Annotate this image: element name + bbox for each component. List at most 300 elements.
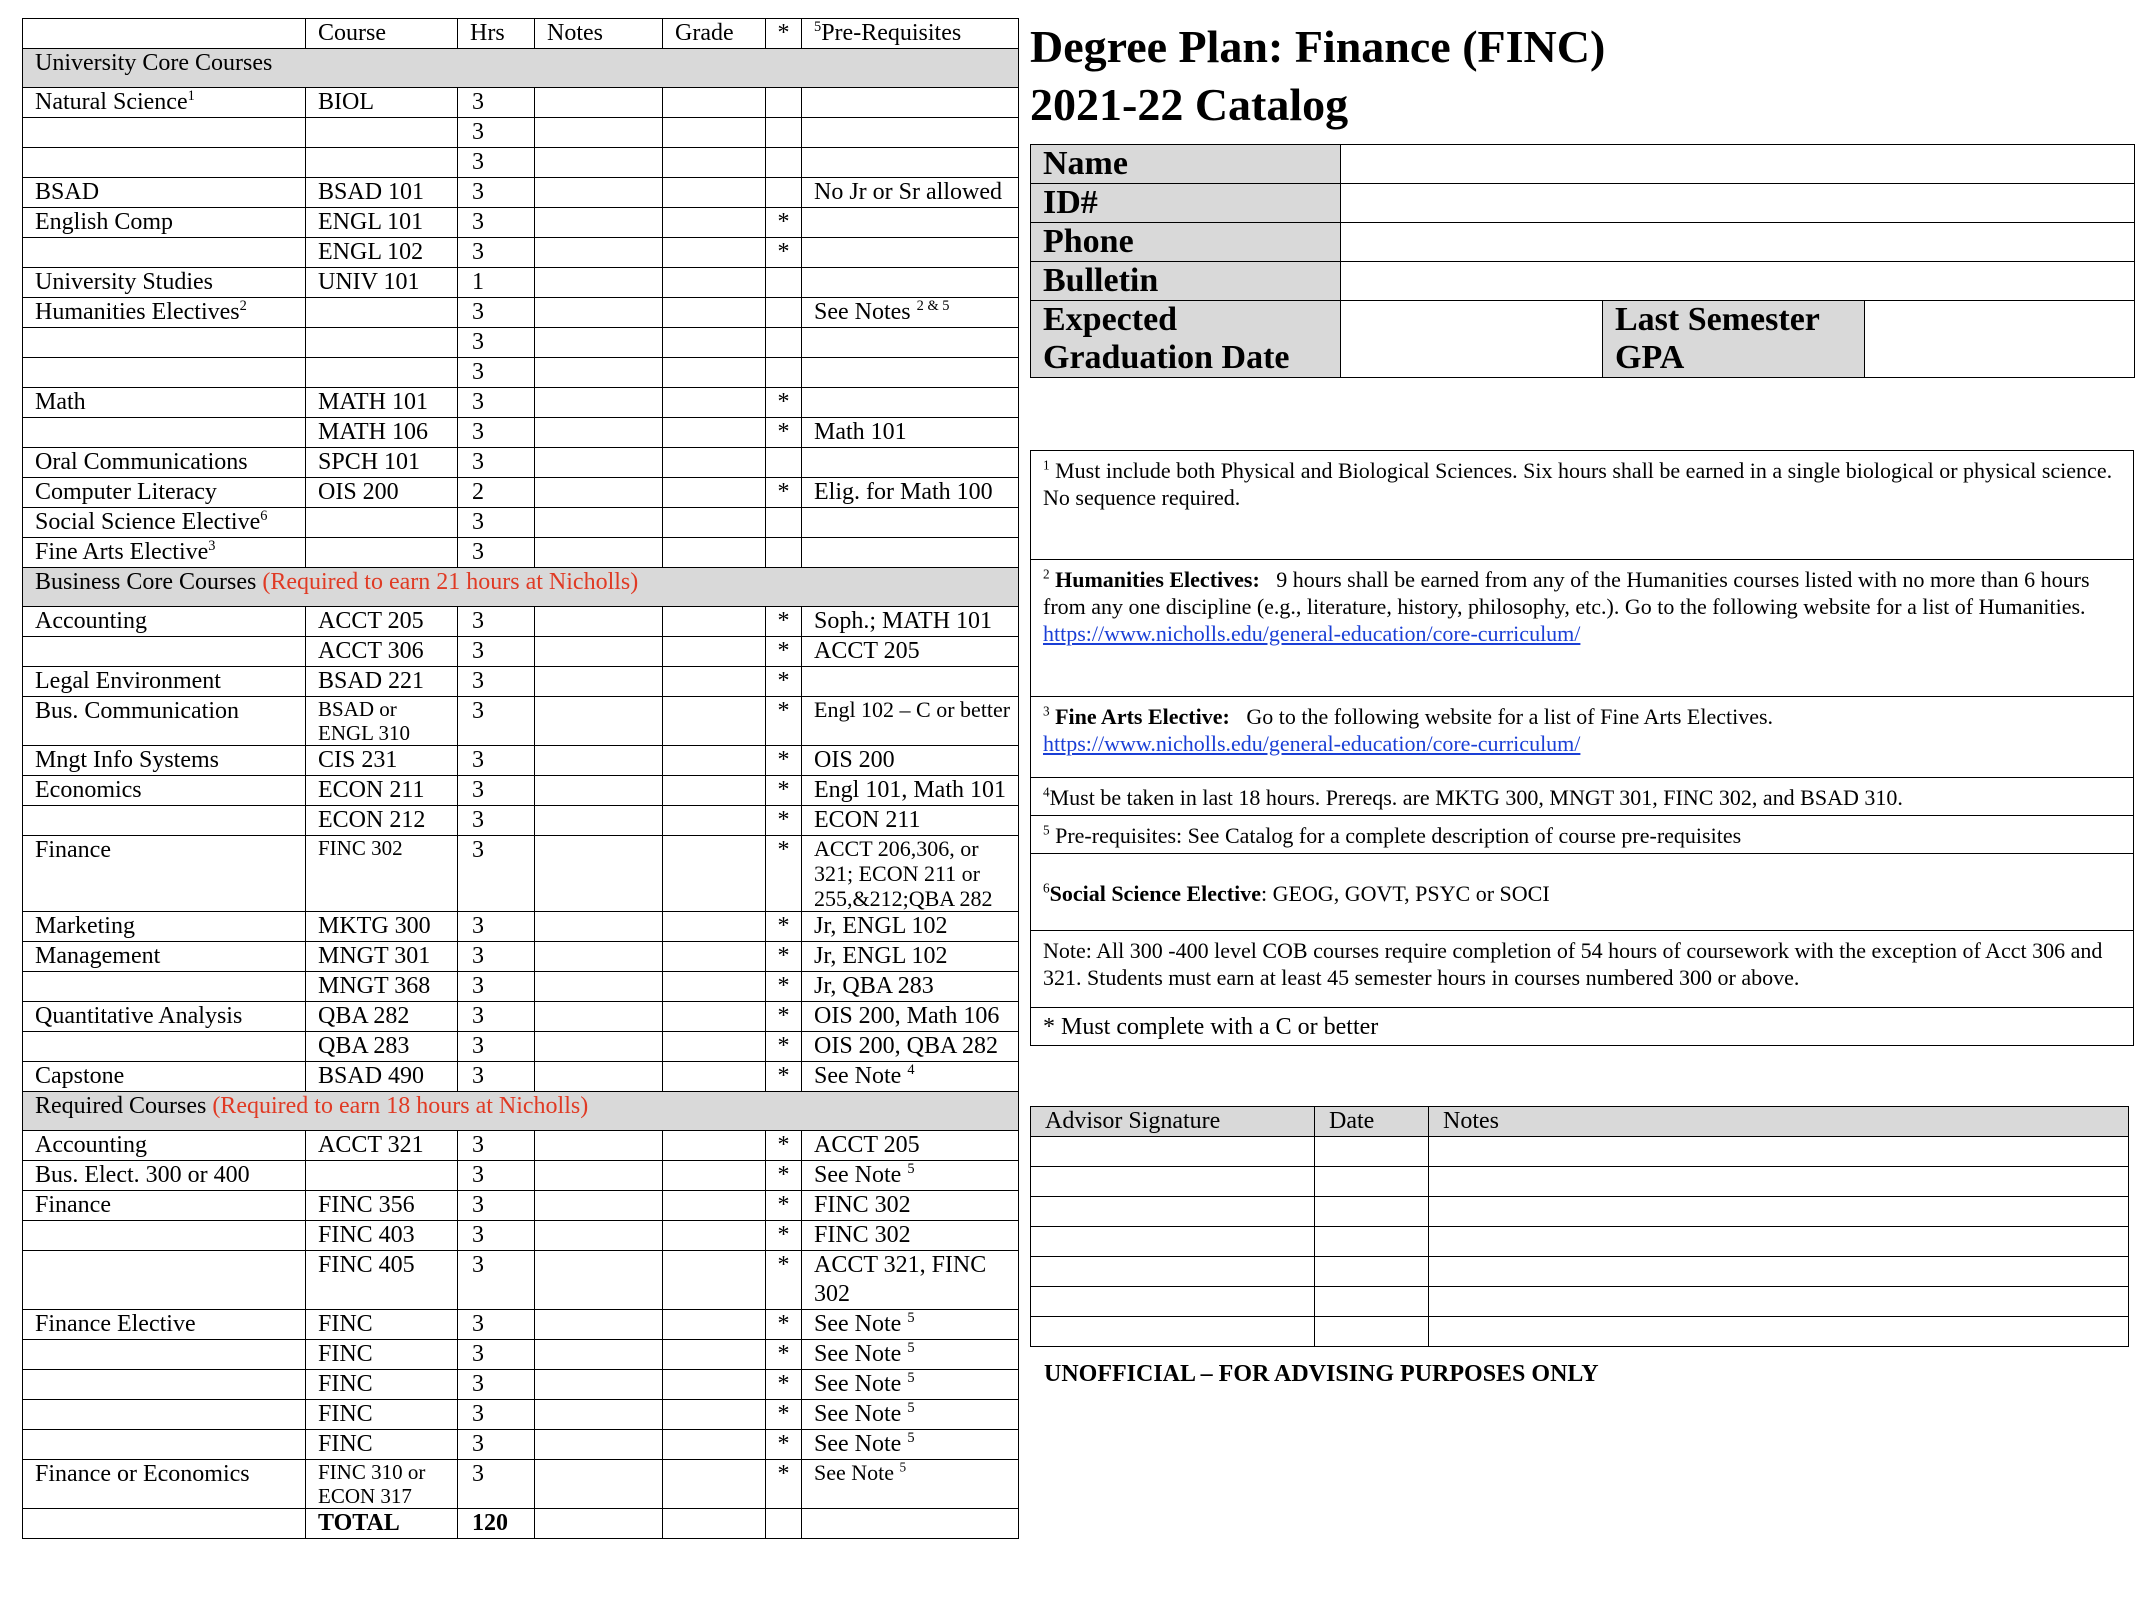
- course-grade-cell[interactable]: [663, 238, 766, 268]
- course-category: [23, 1370, 306, 1400]
- course-notes-cell[interactable]: [535, 776, 663, 806]
- course-grade-cell[interactable]: [663, 1191, 766, 1221]
- table-row: [23, 1340, 1019, 1370]
- table-row: [23, 1221, 1019, 1251]
- course-code: FINC: [306, 1370, 458, 1400]
- course-hours: 3: [458, 806, 535, 836]
- info-row-name: [1031, 145, 2135, 184]
- c-or-better-mark: *: [766, 1221, 802, 1251]
- advisor-row[interactable]: [1031, 1257, 2129, 1287]
- header-category: [23, 19, 306, 49]
- table-row: [23, 1310, 1019, 1340]
- course-category: [23, 238, 306, 268]
- bulletin-label: Bulletin: [1031, 262, 1341, 301]
- course-prereq: Jr, QBA 283: [802, 972, 1019, 1002]
- course-notes-cell[interactable]: [535, 1370, 663, 1400]
- course-category: Bus. Elect. 300 or 400: [23, 1161, 306, 1191]
- phone-label: Phone: [1031, 223, 1341, 262]
- course-hours: 3: [458, 667, 535, 697]
- table-row: [23, 836, 1019, 912]
- course-plan-panel: [22, 18, 1020, 1539]
- course-code: ECON 211: [306, 776, 458, 806]
- course-grade-cell[interactable]: [663, 1340, 766, 1370]
- course-code: QBA 282: [306, 1002, 458, 1032]
- course-hours: 3: [458, 388, 535, 418]
- course-grade-cell[interactable]: [663, 912, 766, 942]
- course-notes-cell[interactable]: [535, 88, 663, 118]
- table-row: [23, 328, 1019, 358]
- total-grade: [663, 1509, 766, 1539]
- course-hours: 3: [458, 238, 535, 268]
- info-row-id: [1031, 184, 2135, 223]
- unofficial-disclaimer: UNOFFICIAL – FOR ADVISING PURPOSES ONLY: [1044, 1361, 1599, 1387]
- course-prereq: Elig. for Math 100: [802, 478, 1019, 508]
- course-category: Accounting: [23, 607, 306, 637]
- course-grade-cell[interactable]: [663, 1430, 766, 1460]
- course-notes-cell[interactable]: [535, 298, 663, 328]
- course-prereq: Jr, ENGL 102: [802, 912, 1019, 942]
- course-prereq: [802, 388, 1019, 418]
- course-category: [23, 1251, 306, 1310]
- course-hours: 3: [458, 1191, 535, 1221]
- course-notes-cell[interactable]: [535, 1430, 663, 1460]
- c-or-better-mark: *: [766, 667, 802, 697]
- course-hours: 3: [458, 88, 535, 118]
- course-code: CIS 231: [306, 746, 458, 776]
- graduation-field[interactable]: [1341, 301, 1603, 378]
- course-grade-cell[interactable]: [663, 746, 766, 776]
- course-prereq: [802, 268, 1019, 298]
- course-prereq: See Note $^5$: [802, 1400, 1019, 1430]
- c-or-better-mark: *: [766, 1062, 802, 1092]
- course-notes-cell[interactable]: [535, 418, 663, 448]
- course-hours: 2: [458, 478, 535, 508]
- course-prereq: [802, 358, 1019, 388]
- course-grade-cell[interactable]: [663, 208, 766, 238]
- table-row: [23, 1062, 1019, 1092]
- course-grade-cell[interactable]: [663, 268, 766, 298]
- footnotes-table: [1030, 450, 2134, 1046]
- course-category: [23, 637, 306, 667]
- advisor-notes-header: Notes: [1429, 1107, 2129, 1137]
- course-code: MATH 101: [306, 388, 458, 418]
- course-hours: 3: [458, 776, 535, 806]
- course-grade-cell[interactable]: [663, 88, 766, 118]
- course-category: Social Science Elective$^6$: [23, 508, 306, 538]
- table-row: [23, 1460, 1019, 1509]
- course-code: OIS 200: [306, 478, 458, 508]
- table-row: [23, 607, 1019, 637]
- bulletin-field[interactable]: [1341, 262, 2135, 301]
- course-grade-cell[interactable]: [663, 478, 766, 508]
- course-grade-cell[interactable]: [663, 942, 766, 972]
- course-notes-cell[interactable]: [535, 178, 663, 208]
- course-grade-cell[interactable]: [663, 298, 766, 328]
- course-category: Quantitative Analysis: [23, 1002, 306, 1032]
- course-prereq: No Jr or Sr allowed: [802, 178, 1019, 208]
- course-notes-cell[interactable]: [535, 1340, 663, 1370]
- course-notes-cell[interactable]: [535, 1062, 663, 1092]
- c-or-better-mark: *: [766, 776, 802, 806]
- course-grade-cell[interactable]: [663, 607, 766, 637]
- course-category: Oral Communications: [23, 448, 306, 478]
- course-grade-cell[interactable]: [663, 1460, 766, 1509]
- humanities-link[interactable]: https://www.nicholls.edu/general-education/core-curriculum/: [1043, 621, 1581, 646]
- course-notes-cell[interactable]: [535, 328, 663, 358]
- c-or-better-mark: [766, 508, 802, 538]
- c-or-better-mark: [766, 88, 802, 118]
- course-notes-cell[interactable]: [535, 1251, 663, 1310]
- note-star: * Must complete with a C or better: [1031, 1008, 2134, 1046]
- advisor-row[interactable]: [1031, 1287, 2129, 1317]
- course-prereq: ACCT 205: [802, 637, 1019, 667]
- course-notes-cell[interactable]: [535, 1032, 663, 1062]
- course-hours: 3: [458, 1221, 535, 1251]
- course-code: [306, 1161, 458, 1191]
- course-notes-cell[interactable]: [535, 448, 663, 478]
- gpa-field[interactable]: [1865, 301, 2135, 378]
- course-notes-cell[interactable]: [535, 836, 663, 912]
- course-category: [23, 328, 306, 358]
- c-or-better-mark: *: [766, 238, 802, 268]
- course-grade-cell[interactable]: [663, 1400, 766, 1430]
- name-label: Name: [1031, 145, 1341, 184]
- course-prereq: [802, 238, 1019, 268]
- course-prereq: FINC 302: [802, 1191, 1019, 1221]
- course-hours: 3: [458, 1251, 535, 1310]
- course-notes-cell[interactable]: [535, 972, 663, 1002]
- course-code: UNIV 101: [306, 268, 458, 298]
- course-notes-cell[interactable]: [535, 508, 663, 538]
- course-category: Finance or Economics: [23, 1460, 306, 1509]
- c-or-better-mark: *: [766, 806, 802, 836]
- course-hours: 3: [458, 418, 535, 448]
- course-prereq: See Note $^5$: [802, 1161, 1019, 1191]
- course-hours: 3: [458, 208, 535, 238]
- course-prereq: See Note $^5$: [802, 1430, 1019, 1460]
- table-row: [23, 538, 1019, 568]
- table-row: [23, 806, 1019, 836]
- table-header-row: [23, 19, 1019, 49]
- course-grade-cell[interactable]: [663, 328, 766, 358]
- course-hours: 3: [458, 912, 535, 942]
- note-1: $^1$ Must include both Physical and Biological Sciences. Six hours shall be earned in a single biological or physical science. No sequence required.: [1031, 451, 2134, 560]
- course-code: BSAD 490: [306, 1062, 458, 1092]
- course-notes-cell[interactable]: [535, 1131, 663, 1161]
- course-hours: 3: [458, 836, 535, 912]
- course-prereq: [802, 667, 1019, 697]
- course-notes-cell[interactable]: [535, 697, 663, 746]
- course-notes-cell[interactable]: [535, 806, 663, 836]
- course-code: ENGL 101: [306, 208, 458, 238]
- c-or-better-mark: *: [766, 1460, 802, 1509]
- course-body: [23, 49, 1019, 1539]
- course-prereq: ACCT 206,306, or 321; ECON 211 or 255,&212;QBA 282: [802, 836, 1019, 912]
- table-row: [23, 298, 1019, 328]
- table-row: [23, 1370, 1019, 1400]
- course-prereq: Jr, ENGL 102: [802, 942, 1019, 972]
- course-category: University Studies: [23, 268, 306, 298]
- total-hours: 120: [458, 1509, 535, 1539]
- course-grade-cell[interactable]: [663, 1221, 766, 1251]
- course-notes-cell[interactable]: [535, 667, 663, 697]
- fine-arts-link[interactable]: https://www.nicholls.edu/general-education/core-curriculum/: [1043, 731, 1581, 756]
- course-notes-cell[interactable]: [535, 1221, 663, 1251]
- c-or-better-mark: [766, 358, 802, 388]
- course-notes-cell[interactable]: [535, 478, 663, 508]
- c-or-better-mark: *: [766, 1430, 802, 1460]
- c-or-better-mark: *: [766, 942, 802, 972]
- course-notes-cell[interactable]: [535, 746, 663, 776]
- course-notes-cell[interactable]: [535, 1310, 663, 1340]
- course-code: BIOL: [306, 88, 458, 118]
- table-row: [23, 1161, 1019, 1191]
- course-hours: 3: [458, 1032, 535, 1062]
- course-grade-cell[interactable]: [663, 1131, 766, 1161]
- course-prereq: [802, 118, 1019, 148]
- course-notes-cell[interactable]: [535, 1460, 663, 1509]
- c-or-better-mark: *: [766, 607, 802, 637]
- course-code: BSAD or ENGL 310: [306, 697, 458, 746]
- table-row: [23, 1400, 1019, 1430]
- course-category: [23, 1430, 306, 1460]
- course-code: [306, 118, 458, 148]
- course-notes-cell[interactable]: [535, 1191, 663, 1221]
- course-category: BSAD: [23, 178, 306, 208]
- course-code: ACCT 321: [306, 1131, 458, 1161]
- course-notes-cell[interactable]: [535, 942, 663, 972]
- page-title: Degree Plan: Finance (FINC): [1030, 21, 1606, 72]
- course-category: Management: [23, 942, 306, 972]
- course-table: [22, 18, 1019, 1539]
- course-notes-cell[interactable]: [535, 118, 663, 148]
- c-or-better-mark: [766, 298, 802, 328]
- course-notes-cell[interactable]: [535, 1002, 663, 1032]
- table-row: [23, 148, 1019, 178]
- course-grade-cell[interactable]: [663, 776, 766, 806]
- course-hours: 3: [458, 1062, 535, 1092]
- course-grade-cell[interactable]: [663, 118, 766, 148]
- course-grade-cell[interactable]: [663, 972, 766, 1002]
- course-hours: 3: [458, 1161, 535, 1191]
- course-prereq: See Notes $^{2 \& 5}$: [802, 298, 1019, 328]
- course-prereq: ACCT 205: [802, 1131, 1019, 1161]
- c-or-better-mark: *: [766, 478, 802, 508]
- course-hours: 3: [458, 1310, 535, 1340]
- name-field[interactable]: [1341, 145, 2135, 184]
- course-hours: 3: [458, 1460, 535, 1509]
- course-prereq: Soph.; MATH 101: [802, 607, 1019, 637]
- course-grade-cell[interactable]: [663, 448, 766, 478]
- course-notes-cell[interactable]: [535, 148, 663, 178]
- course-notes-cell[interactable]: [535, 388, 663, 418]
- course-category: [23, 1400, 306, 1430]
- course-hours: 3: [458, 508, 535, 538]
- table-row: [23, 746, 1019, 776]
- table-row: [23, 776, 1019, 806]
- course-category: Mngt Info Systems: [23, 746, 306, 776]
- course-notes-cell[interactable]: [535, 358, 663, 388]
- course-prereq: OIS 200, QBA 282: [802, 1032, 1019, 1062]
- advisor-row[interactable]: [1031, 1317, 2129, 1347]
- course-prereq: See Note $^5$: [802, 1460, 1019, 1509]
- course-prereq: ECON 211: [802, 806, 1019, 836]
- id-label: ID#: [1031, 184, 1341, 223]
- course-code: FINC 356: [306, 1191, 458, 1221]
- c-or-better-mark: [766, 268, 802, 298]
- table-row: [23, 667, 1019, 697]
- course-category: Computer Literacy: [23, 478, 306, 508]
- note-4: $^4$Must be taken in last 18 hours. Prereqs. are MKTG 300, MNGT 301, FINC 302, and BSAD 310.: [1031, 778, 2134, 816]
- table-row: [23, 118, 1019, 148]
- course-category: [23, 1340, 306, 1370]
- course-grade-cell[interactable]: [663, 667, 766, 697]
- course-prereq: [802, 208, 1019, 238]
- course-code: SPCH 101: [306, 448, 458, 478]
- header-notes: Notes: [535, 19, 663, 49]
- table-row: [23, 178, 1019, 208]
- section-title: Required Courses (Required to earn 18 hours at Nicholls): [23, 1092, 1019, 1131]
- c-or-better-mark: *: [766, 1370, 802, 1400]
- course-grade-cell[interactable]: [663, 1002, 766, 1032]
- course-code: ECON 212: [306, 806, 458, 836]
- advisor-row[interactable]: [1031, 1137, 2129, 1167]
- c-or-better-mark: *: [766, 1032, 802, 1062]
- header-prereq: $^5$Pre-Requisites: [802, 19, 1019, 49]
- phone-field[interactable]: [1341, 223, 2135, 262]
- catalog-year: 2021-22 Catalog: [1030, 79, 1349, 130]
- course-code: ACCT 205: [306, 607, 458, 637]
- course-code: ACCT 306: [306, 637, 458, 667]
- info-row-graduation: [1031, 301, 2135, 378]
- course-code: FINC 403: [306, 1221, 458, 1251]
- info-row-phone: [1031, 223, 2135, 262]
- table-row: [23, 478, 1019, 508]
- course-category: Finance: [23, 1191, 306, 1221]
- course-grade-cell[interactable]: [663, 418, 766, 448]
- course-hours: 1: [458, 268, 535, 298]
- c-or-better-mark: [766, 448, 802, 478]
- course-prereq: OIS 200: [802, 746, 1019, 776]
- table-row: [23, 418, 1019, 448]
- section-title: University Core Courses: [23, 49, 1019, 88]
- course-category: Economics: [23, 776, 306, 806]
- c-or-better-mark: [766, 148, 802, 178]
- course-grade-cell[interactable]: [663, 358, 766, 388]
- course-prereq: FINC 302: [802, 1221, 1019, 1251]
- course-code: [306, 298, 458, 328]
- table-row: [23, 448, 1019, 478]
- course-category: Capstone: [23, 1062, 306, 1092]
- course-prereq: [802, 148, 1019, 178]
- table-row: [23, 208, 1019, 238]
- course-notes-cell[interactable]: [535, 607, 663, 637]
- course-hours: 3: [458, 298, 535, 328]
- table-row: [23, 508, 1019, 538]
- advisor-row[interactable]: [1031, 1197, 2129, 1227]
- c-or-better-mark: *: [766, 637, 802, 667]
- c-or-better-mark: *: [766, 697, 802, 746]
- course-grade-cell[interactable]: [663, 1251, 766, 1310]
- id-field[interactable]: [1341, 184, 2135, 223]
- course-code: FINC 302: [306, 836, 458, 912]
- course-prereq: Engl 101, Math 101: [802, 776, 1019, 806]
- course-grade-cell[interactable]: [663, 178, 766, 208]
- course-grade-cell[interactable]: [663, 836, 766, 912]
- section-header: [23, 49, 1019, 88]
- course-notes-cell[interactable]: [535, 912, 663, 942]
- course-category: Finance Elective: [23, 1310, 306, 1340]
- course-notes-cell[interactable]: [535, 1400, 663, 1430]
- course-prereq: OIS 200, Math 106: [802, 1002, 1019, 1032]
- course-category: [23, 358, 306, 388]
- course-notes-cell[interactable]: [535, 538, 663, 568]
- course-hours: 3: [458, 607, 535, 637]
- c-or-better-mark: *: [766, 1002, 802, 1032]
- course-notes-cell[interactable]: [535, 208, 663, 238]
- course-grade-cell[interactable]: [663, 637, 766, 667]
- course-hours: 3: [458, 118, 535, 148]
- course-grade-cell[interactable]: [663, 697, 766, 746]
- course-prereq: [802, 508, 1019, 538]
- table-row: [23, 697, 1019, 746]
- course-notes-cell[interactable]: [535, 1161, 663, 1191]
- header-grade: Grade: [663, 19, 766, 49]
- course-grade-cell[interactable]: [663, 1161, 766, 1191]
- course-grade-cell[interactable]: [663, 1032, 766, 1062]
- table-row: [23, 388, 1019, 418]
- c-or-better-mark: *: [766, 746, 802, 776]
- course-notes-cell[interactable]: [535, 637, 663, 667]
- c-or-better-mark: *: [766, 1131, 802, 1161]
- course-code: BSAD 221: [306, 667, 458, 697]
- course-grade-cell[interactable]: [663, 388, 766, 418]
- course-hours: 3: [458, 1400, 535, 1430]
- course-grade-cell[interactable]: [663, 148, 766, 178]
- table-row: [23, 1251, 1019, 1310]
- course-notes-cell[interactable]: [535, 268, 663, 298]
- course-notes-cell[interactable]: [535, 238, 663, 268]
- course-hours: 3: [458, 178, 535, 208]
- course-code: ENGL 102: [306, 238, 458, 268]
- course-grade-cell[interactable]: [663, 538, 766, 568]
- course-code: MKTG 300: [306, 912, 458, 942]
- table-row: [23, 1002, 1019, 1032]
- advisor-row[interactable]: [1031, 1167, 2129, 1197]
- note-general: Note: All 300 -400 level COB courses require completion of 54 hours of coursework with the exception of Acct 306 and 321. Students must earn at least 45 semester hours in courses numbered 300 or above.: [1031, 931, 2134, 1008]
- course-code: BSAD 101: [306, 178, 458, 208]
- total-star: [766, 1509, 802, 1539]
- course-hours: 3: [458, 538, 535, 568]
- table-row: [23, 358, 1019, 388]
- course-prereq: See Note $^5$: [802, 1310, 1019, 1340]
- course-hours: 3: [458, 448, 535, 478]
- header-hrs: Hrs: [458, 19, 535, 49]
- course-grade-cell[interactable]: [663, 1370, 766, 1400]
- course-grade-cell[interactable]: [663, 1062, 766, 1092]
- course-grade-cell[interactable]: [663, 1310, 766, 1340]
- course-hours: 3: [458, 746, 535, 776]
- c-or-better-mark: *: [766, 1191, 802, 1221]
- course-grade-cell[interactable]: [663, 806, 766, 836]
- gpa-label: Last Semester GPA: [1603, 301, 1865, 378]
- advisor-row[interactable]: [1031, 1227, 2129, 1257]
- c-or-better-mark: [766, 118, 802, 148]
- course-category: [23, 806, 306, 836]
- course-prereq: [802, 88, 1019, 118]
- c-or-better-mark: *: [766, 1251, 802, 1310]
- course-grade-cell[interactable]: [663, 508, 766, 538]
